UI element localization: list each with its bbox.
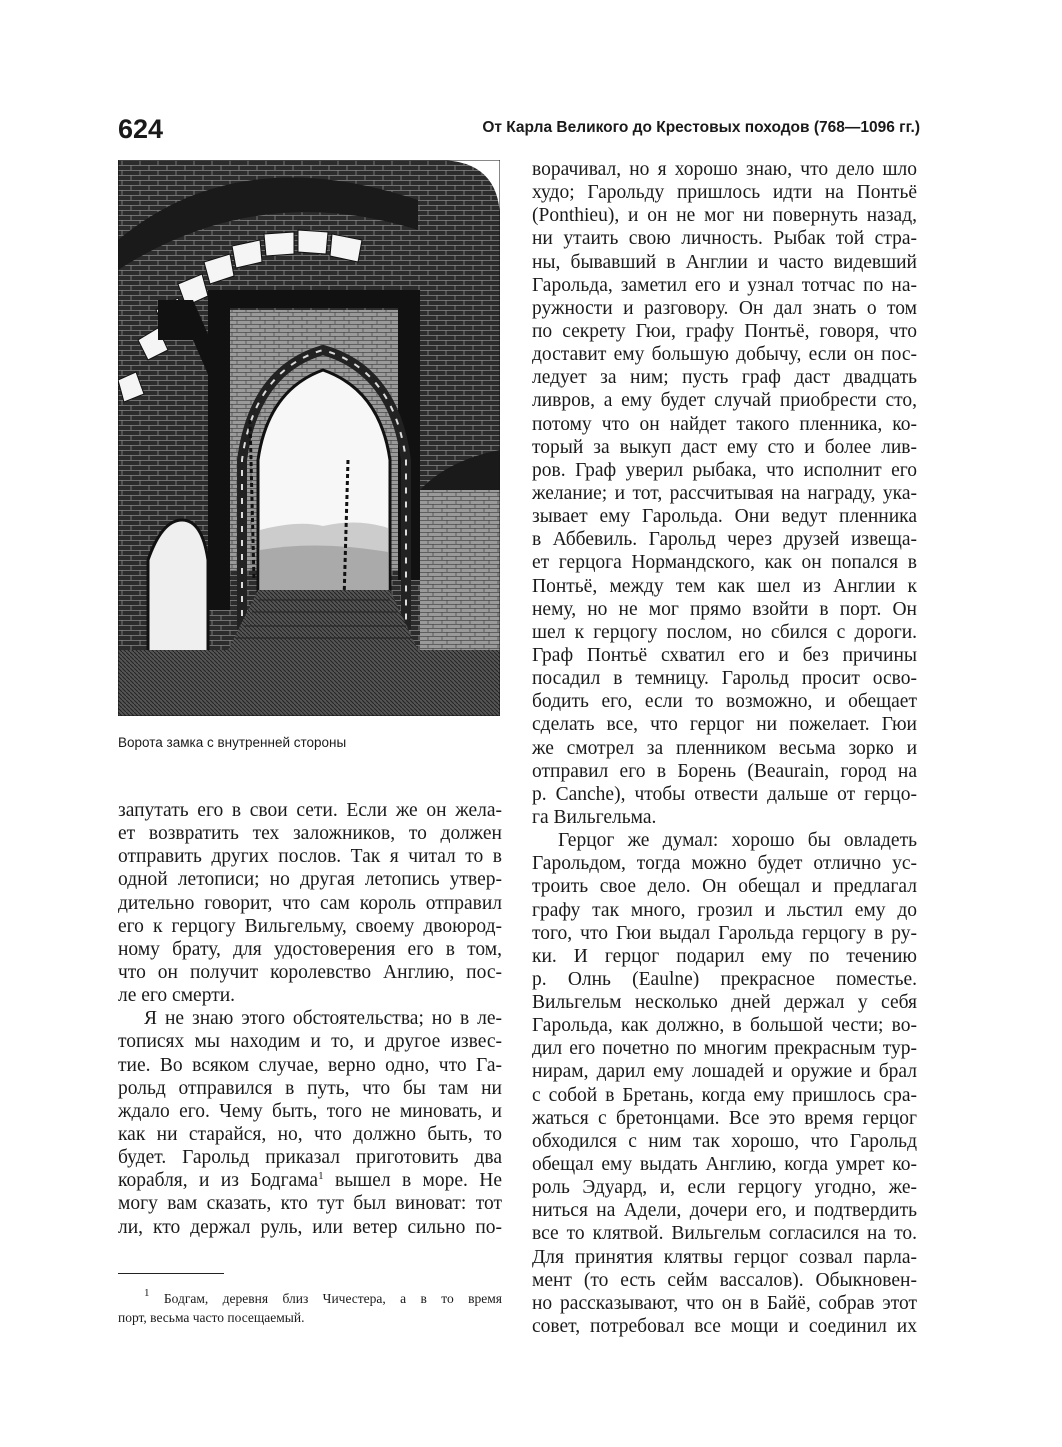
text-line: зывает ему Гарольда. Они ведут пленника bbox=[532, 506, 917, 528]
text-line: но рассказывают, что он в Байё, собрав этот bbox=[532, 1292, 917, 1314]
text-line: ному брату, для удостоверения его в том, bbox=[118, 938, 502, 960]
text-line: троить свое дело. Он обещал и предлагал bbox=[532, 876, 917, 898]
text-line: ледует за ним; пусть граф даст двадцать bbox=[532, 367, 917, 389]
text-line: в Аббевиль. Гарольд через друзей извеща- bbox=[532, 529, 917, 551]
text-fragment: вышел в море. Не bbox=[323, 1170, 503, 1192]
castle-gate-illustration bbox=[118, 160, 500, 716]
footnote bbox=[118, 1289, 502, 1327]
figure-caption: Ворота замка с внутренней стороны bbox=[118, 735, 347, 750]
text-line: тописях мы находим и то, и другое извес- bbox=[118, 1031, 502, 1053]
text-line: роль Эдуард, и, если герцогу угодно, же- bbox=[532, 1177, 917, 1199]
text-line: бодить его, если то возможно, и обещает bbox=[532, 691, 917, 713]
text-line: же смотрел за пленником весьма зорко и bbox=[532, 737, 917, 759]
text-line: Я не знаю этого обстоятельства; но в ле- bbox=[144, 1008, 502, 1030]
text-line: обещал ему выдать Англию, когда умрет ко- bbox=[532, 1154, 917, 1176]
text-line: мент (то есть сейм вассалов). Обыкновен- bbox=[532, 1269, 917, 1291]
text-line: жаться с бретонцами. Все это время герцог bbox=[532, 1107, 917, 1129]
text-line: обходился с ним так хорошо, что Гарольд bbox=[532, 1130, 917, 1152]
text-line: ет герцога Нормандского, как он попался в bbox=[532, 552, 917, 574]
text-line: ниться на Адели, дочери его, и подтвердить bbox=[532, 1200, 917, 1222]
text-line: дительно говорит, что сам король отправил bbox=[118, 892, 502, 914]
text-line: ки. И герцог подарил ему по течению bbox=[532, 945, 917, 967]
text-line: Гарольда, как должно, в большой чести; во- bbox=[532, 1015, 917, 1037]
text-line: нирам, дарил ему лошадей и оружие и брал bbox=[532, 1061, 917, 1083]
footnote-text: Бодгам, деревня близ Чичестера, а в то время bbox=[149, 1291, 502, 1306]
text-line: того, что Гюи выдал Гарольда герцогу в ру- bbox=[532, 922, 917, 944]
text-line: ле его смерти. bbox=[118, 985, 236, 1007]
text-line: одной летописи; но другая летопись утвер- bbox=[118, 869, 502, 891]
text-line: тие. Во всяком случае, верно одно, что Га- bbox=[118, 1054, 502, 1076]
text-line: Для принятия клятвы герцог созвал парла- bbox=[532, 1246, 917, 1268]
text-line: Граф Понтьё схватил его и без причины bbox=[532, 644, 917, 666]
footnote-rule bbox=[118, 1273, 224, 1274]
text-line: могу вам сказать, кто тут был виноват: тот bbox=[118, 1193, 502, 1215]
text-line: с собой в Бретань, когда ему пришлось сра- bbox=[532, 1084, 917, 1106]
text-line: дил его почетно по многим прекрасным тур- bbox=[532, 1038, 917, 1060]
text-line: Гарольда, заметил его и узнал тотчас по на- bbox=[532, 274, 917, 296]
footnote-line bbox=[118, 1289, 502, 1308]
text-line: ров. Граф уверил рыбака, что исполнит его bbox=[532, 459, 917, 481]
text-line: торый за выкуп даст ему сто и более лив- bbox=[532, 436, 917, 458]
text-line: худо; Гарольду пришлось идти на Понтьё bbox=[532, 182, 917, 204]
text-line: запутать его в свои сети. Если же он жела- bbox=[118, 800, 502, 821]
text-line: потому что он найдет такого пленника, ко- bbox=[532, 413, 917, 435]
right-text-column bbox=[532, 158, 917, 1338]
text-line: как ни старайся, но, что должно быть, то bbox=[118, 1123, 502, 1145]
text-line: ворачивал, но я хорошо знаю, что дело шло bbox=[532, 159, 917, 180]
text-line: га Вильгельма. bbox=[532, 806, 657, 828]
text-line: ни утаить свою личность. Рыбак той стра- bbox=[532, 228, 917, 250]
text-line: графу так много, грозил и льстил ему до bbox=[532, 899, 917, 921]
text-line: шел к герцогу послом, но сбился с дороги. bbox=[532, 621, 917, 643]
text-line: отправил его в Борень (Beaurain, город на bbox=[532, 760, 917, 782]
text-line: Герцог же думал: хорошо бы овладеть bbox=[558, 830, 917, 852]
text-line: все то клятвой. Вильгельм согласился на то. bbox=[532, 1223, 917, 1245]
text-line: р. Олнь (Eaulne) прекрасное поместье. bbox=[532, 968, 917, 990]
footnote-ref: 1 bbox=[318, 1170, 324, 1183]
text-line: (Ponthieu), и он не мог ни повернуть назад, bbox=[532, 205, 917, 227]
text-line: посадил в темницу. Гарольд просит осво- bbox=[532, 668, 917, 690]
text-line bbox=[118, 1169, 502, 1192]
text-line: Понтьё, между тем как шел из Англии к bbox=[532, 575, 917, 597]
text-line: Вильгельм несколько дней держал у себя bbox=[532, 992, 917, 1014]
footnote-marker: 1 bbox=[144, 1287, 150, 1299]
text-line: ны, бывавший в Англии и часто видевший bbox=[532, 251, 917, 273]
text-line: нему, но не мог прямо взойти в порт. Он bbox=[532, 598, 917, 620]
running-title: От Карла Великого до Крестовых походов (768—1096 гг.) bbox=[482, 119, 920, 136]
text-line: ждало его. Чему быть, того не миновать, и bbox=[118, 1100, 502, 1122]
text-line: совет, потребовал все мощи и соединил их bbox=[532, 1316, 917, 1338]
text-line: ружности и разговору. Он дал знать о том bbox=[532, 297, 917, 319]
text-line: его к герцогу Вильгельму, своему двоюрод- bbox=[118, 915, 502, 937]
text-line: будет. Гарольд приказал приготовить два bbox=[118, 1147, 502, 1169]
text-line: желание; и тот, рассчитывая на награду, ука- bbox=[532, 482, 917, 504]
text-line: доставит ему большую добычу, если он пос- bbox=[532, 344, 917, 366]
text-line: ли, кто держал руль, или ветер сильно по- bbox=[118, 1216, 502, 1238]
text-line: рольд отправился в путь, что бы там ни bbox=[118, 1077, 502, 1099]
text-fragment: корабля, и из Бодгама bbox=[118, 1170, 319, 1192]
text-line: отправить других послов. Так я читал то в bbox=[118, 846, 502, 868]
footnote-line: порт, весьма часто посещаемый. bbox=[118, 1310, 305, 1325]
text-line: ет возвратить тех заложников, то должен bbox=[118, 823, 502, 845]
text-line: Гарольдом, тогда можно будет отлично ус- bbox=[532, 853, 917, 875]
page-number: 624 bbox=[118, 114, 164, 144]
text-line: что он получит королевство Англию, пос- bbox=[118, 961, 502, 983]
left-text-column bbox=[118, 799, 502, 1239]
text-line: р. Canche), чтобы отвести дальше от герцо- bbox=[532, 783, 917, 805]
text-line: по секрету Гюи, графу Понтьё, говоря, что bbox=[532, 320, 917, 342]
text-line: сделать все, что герцог ни пожелает. Гюи bbox=[532, 714, 917, 736]
text-line: ливров, а ему будет случай приобрести сто, bbox=[532, 390, 917, 412]
